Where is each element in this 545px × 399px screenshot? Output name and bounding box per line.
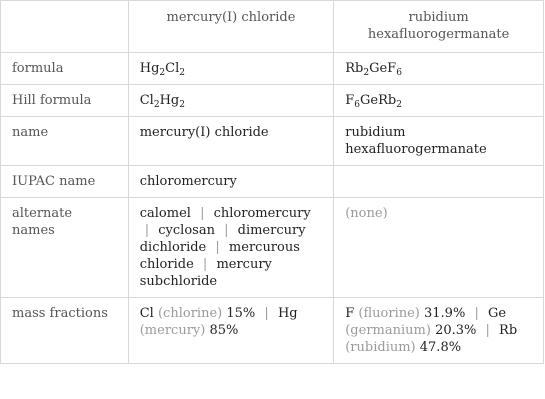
formula-text: Hg [159,93,180,108]
element-symbol: Ge [487,306,507,321]
alternate-name-item: calomel [139,206,191,221]
element-symbol: F [345,306,355,321]
list-separator: | [224,223,229,238]
row-label-formula: formula [1,53,129,85]
mass-fractions-cell-2 [334,298,544,364]
header-row [1,1,544,53]
element-name: (fluorine) [358,306,420,321]
formula-text: Cl [165,61,180,76]
iupac-name-cell-1: chloromercury [128,166,334,198]
formula-text: Cl [139,93,154,108]
table-row-mass-fractions [1,298,544,364]
table-row-alternate-names [1,198,544,298]
element-name: (germanium) [345,323,431,338]
formula-subscript: 2 [153,100,160,110]
mass-percent: 47.8% [419,340,462,355]
formula-subscript: 2 [159,68,166,78]
row-label-hill-formula: Hill formula [1,85,129,117]
formula-subscript: 6 [396,68,402,78]
element-name: (chlorine) [157,306,223,321]
alternate-name-item: chloromercury [213,206,311,221]
alternate-names-cell-2: (none) [334,198,544,298]
formula-subscript: 2 [363,68,370,78]
formula-text: GeRb [360,93,397,108]
alternate-name-item: cyclosan [158,223,215,238]
table-row-iupac-name [1,166,544,198]
formula-subscript: 2 [179,68,185,78]
formula-cell-1 [128,53,334,85]
list-separator: | [474,306,479,321]
element-symbol: Hg [277,306,298,321]
mass-percent: 20.3% [435,323,477,338]
formula-subscript: 2 [396,100,402,110]
mass-percent: 85% [209,323,239,338]
row-label-name: name [1,117,129,166]
row-label-mass-fractions: mass fractions [1,298,129,364]
alternate-name-item: dimercury dichloride [139,223,306,255]
list-separator: | [485,323,490,338]
mass-percent: 31.9% [424,306,466,321]
element-symbol: Rb [499,323,518,338]
alternate-name-item: mercury subchloride [139,257,272,289]
list-separator: | [215,240,220,255]
row-label-iupac-name: IUPAC name [1,166,129,198]
formula-subscript: 6 [354,100,360,110]
formula-text: Rb [345,61,364,76]
list-separator: | [200,206,205,221]
alternate-names-cell-1 [128,198,334,298]
header-compound-2: rubidium hexafluorogermanate [334,1,544,53]
list-separator: | [264,306,269,321]
formula-text: GeF [369,61,397,76]
iupac-name-cell-2 [334,166,544,198]
formula-text: Hg [139,61,160,76]
name-cell-1: mercury(I) chloride [128,117,334,166]
mass-percent: 15% [226,306,256,321]
table-row-hill-formula [1,85,544,117]
list-separator: | [202,257,208,272]
hill-formula-cell-2 [334,85,544,117]
formula-text: F [345,93,355,108]
hill-formula-cell-1 [128,85,334,117]
list-separator: | [144,223,150,238]
header-compound-1: mercury(I) chloride [128,1,334,53]
element-symbol: Cl [139,306,154,321]
name-cell-2: rubidium hexafluorogermanate [334,117,544,166]
element-name: (rubidium) [345,340,416,355]
header-empty-cell [1,1,129,53]
row-label-alternate-names: alternate names [1,198,129,298]
alternate-name-item: mercurous chloride [139,240,300,272]
mass-fractions-cell-1 [128,298,334,364]
formula-cell-2 [334,53,544,85]
formula-subscript: 2 [179,100,185,110]
table-row-formula [1,53,544,85]
element-name: (mercury) [139,323,206,338]
table-row-name [1,117,544,166]
